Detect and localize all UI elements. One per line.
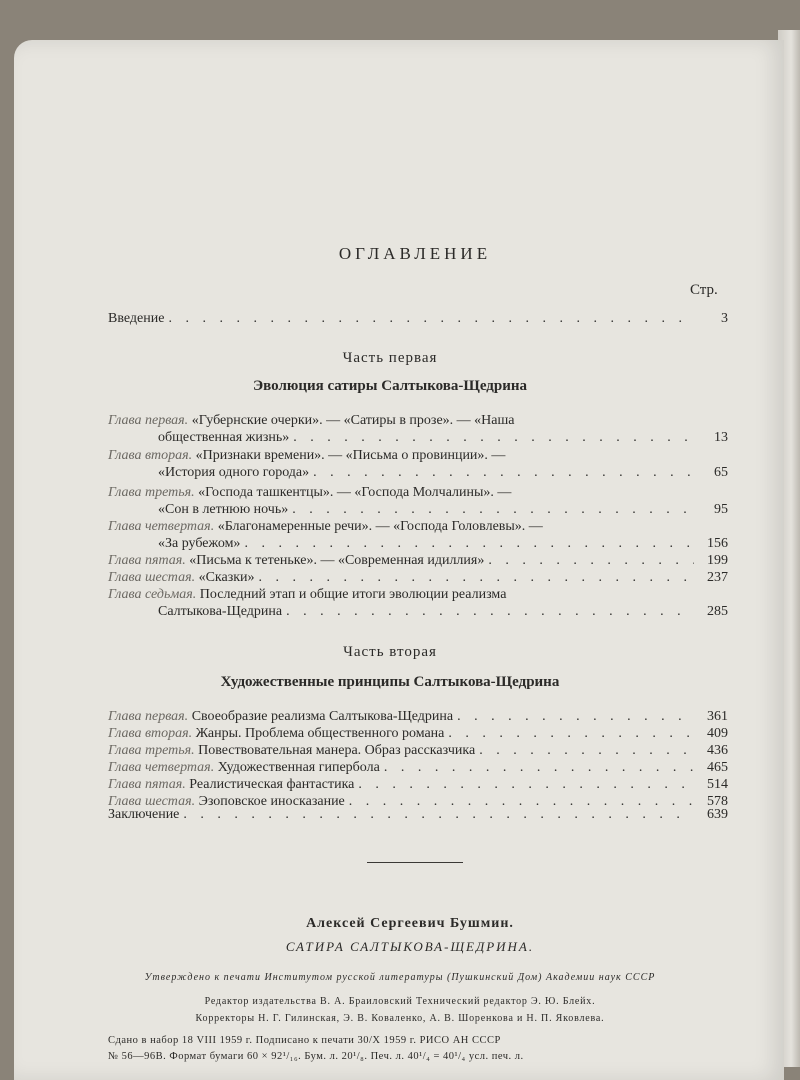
chapter-title-line2: «Сон в летнюю ночь» xyxy=(158,502,289,517)
chapter-title-line1: «Благонамеренные речи». — «Господа Головлевы». — xyxy=(217,519,543,534)
chapter-page: 237 xyxy=(707,570,728,585)
part2-chapter-2 xyxy=(108,725,728,742)
part2-chapter-5 xyxy=(108,776,728,793)
chapter-page: 95 xyxy=(714,502,728,517)
chapter-title-line2: Салтыкова-Щедрина xyxy=(158,604,283,619)
chapter-title: Своеобразие реализма Салтыкова-Щедрина xyxy=(191,709,454,724)
chapter-number: Глава четвертая. xyxy=(108,760,215,775)
chapter-number: Глава первая. xyxy=(108,709,189,724)
chapter-page: 199 xyxy=(707,553,728,568)
chapter-page: 285 xyxy=(707,604,728,619)
chapter-number: Глава седьмая. xyxy=(108,587,197,602)
chapter-number: Глава третья. xyxy=(108,743,195,758)
chapter-title: Реалистическая фантастика xyxy=(189,777,355,792)
chapter-page: 65 xyxy=(714,465,728,480)
approval-line: Утверждено к печати Институтом русской литературы (Пушкинский Дом) Академии наук СССР xyxy=(144,972,656,983)
chapter-page: 514 xyxy=(707,777,728,792)
chapter-title-line1: Последний этап и общие итоги эволюции реализма xyxy=(199,587,507,602)
chapter-number: Глава вторая. xyxy=(108,448,193,463)
page-column-header: Стр. xyxy=(690,282,718,298)
part1-chapter-2 xyxy=(108,447,728,481)
part2-chapter-3 xyxy=(108,742,728,759)
chapter-page: 156 xyxy=(707,536,728,551)
toc-conclusion-label: Заключение xyxy=(108,807,180,822)
part1-chapter-4 xyxy=(108,518,728,552)
page-title: ОГЛАВЛЕНИЕ xyxy=(338,244,492,263)
chapter-number: Глава шестая. xyxy=(108,570,196,585)
part1-label: Часть первая xyxy=(342,350,438,366)
chapter-page: 361 xyxy=(707,709,728,724)
book-title: САТИРА САЛТЫКОВА-ЩЕДРИНА. xyxy=(285,939,535,954)
part1-chapter-7 xyxy=(108,586,728,620)
chapter-page: 436 xyxy=(707,743,728,758)
part2-chapter-4 xyxy=(108,759,728,776)
chapter-title: Повествовательная манера. Образ рассказчика xyxy=(198,743,476,758)
author-name: Алексей Сергеевич Бушмин. xyxy=(306,916,514,931)
divider-rule xyxy=(367,862,463,863)
chapter-title: Эзоповское иносказание xyxy=(198,794,345,809)
chapter-title-line1: «Признаки времени». — «Письма о провинции». — xyxy=(195,448,506,463)
chapter-number: Глава шестая. xyxy=(108,794,196,809)
part2-label: Часть вторая xyxy=(343,644,437,660)
chapter-title-line1: «Господа ташкентцы». — «Господа Молчалины». — xyxy=(198,485,512,500)
toc-intro-page: 3 xyxy=(721,311,728,326)
toc-conclusion-page: 639 xyxy=(707,807,728,822)
chapter-number: Глава третья. xyxy=(108,485,195,500)
toc-conclusion xyxy=(108,806,728,823)
part2-chapter-1 xyxy=(108,708,728,725)
part1-chapter-6 xyxy=(108,569,728,586)
part1-chapter-1 xyxy=(108,412,728,446)
chapter-title-line2: «За рубежом» xyxy=(158,536,241,551)
chapter-page: 13 xyxy=(714,430,728,445)
toc-intro xyxy=(108,310,728,327)
chapter-page: 578 xyxy=(707,794,728,809)
chapter-title: Жанры. Проблема общественного романа xyxy=(195,726,445,741)
chapter-number: Глава вторая. xyxy=(108,726,193,741)
chapter-page: 465 xyxy=(707,760,728,775)
correctors-line: Корректоры Н. Г. Гилинская, Э. В. Коваленко, А. В. Шоренкова и Н. П. Яковлева. xyxy=(195,1013,605,1024)
chapter-number: Глава пятая. xyxy=(108,777,186,792)
imprint-line-2: № 56—96В. Формат бумаги 60 × 92¹/₁₆. Бум. л. 20¹/₈. Печ. л. 40¹/₄ = 40¹/₄ усл. печ. л. xyxy=(108,1051,524,1062)
chapter-number: Глава пятая. xyxy=(108,553,186,568)
chapter-number: Глава четвертая. xyxy=(108,519,215,534)
chapter-title: Художественная гипербола xyxy=(217,760,380,775)
chapter-number: Глава первая. xyxy=(108,413,189,428)
chapter-title: «Сказки» xyxy=(198,570,255,585)
part2-title: Художественные принципы Салтыкова-Щедрина xyxy=(220,674,560,690)
imprint-line-1: Сдано в набор 18 VIII 1959 г. Подписано к печати 30/X 1959 г. РИСО АН СССР xyxy=(108,1035,501,1046)
chapter-title-line1: «Губернские очерки». — «Сатиры в прозе». — «Наша xyxy=(191,413,515,428)
chapter-title: «Письма к тетеньке». — «Современная идиллия» xyxy=(189,553,485,568)
chapter-title-line2: «История одного города» xyxy=(158,465,310,480)
chapter-page: 409 xyxy=(707,726,728,741)
part1-chapter-3 xyxy=(108,484,728,518)
part1-title: Эволюция сатиры Салтыкова-Щедрина xyxy=(252,378,528,394)
editors-line: Редактор издательства В. А. Браиловский Технический редактор Э. Ю. Блейх. xyxy=(204,996,596,1007)
toc-intro-label: Введение xyxy=(108,311,165,326)
chapter-title-line2: общественная жизнь» xyxy=(158,430,290,445)
part1-chapter-5 xyxy=(108,552,728,569)
